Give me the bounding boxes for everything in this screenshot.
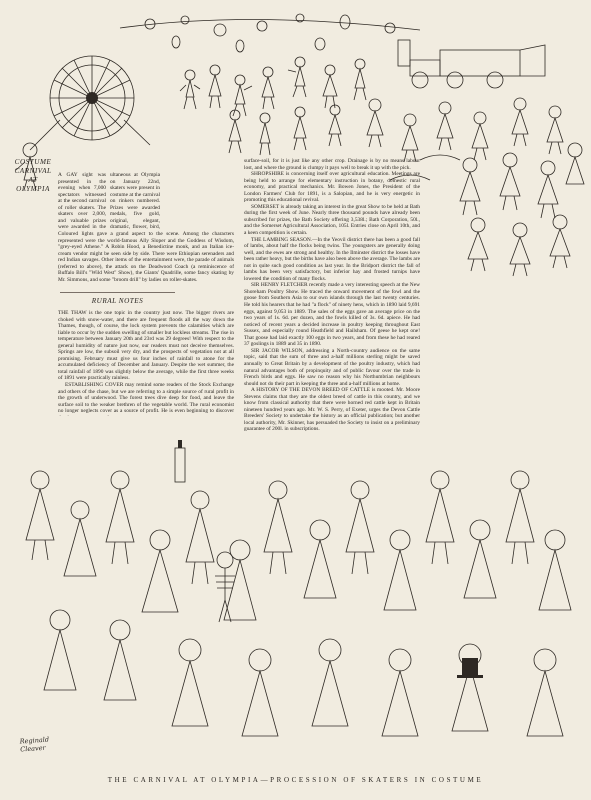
rural-notes-heading: RURAL NOTES: [91, 297, 144, 305]
costume-article-narrow-left: A GAY sight was presented in the evening when 7,000 spectators witnessed at the second carnival of roller skaters. The skaters over 2,000, and valuable prizes were awarded in the: [58, 172, 106, 230]
bottom-illustration: [0, 420, 591, 770]
costume-article-wide: Coloured lights gave a grand aspect to the scene. Among the characters represented were the world-famous Ally Sloper and the Goddess of Wisdom, "grey-eyed Athene." A Robin Hood, a Benedictine monk, and an Italian ice-cream vendor might be seen side by side. There were Ethiopian serenaders and red Indian savages. Other items of the entertainment were, the parade of animals (referred to above), the attack on the Deadwood Coach (a reminiscence of Buffalo Bill's "Wild West" Show), the Giants' Quadrille, some fancy skating by Mr. Simmons, and some "broom drill" by ladies on roller-skates.: [58, 231, 234, 283]
crowd-figures: [26, 471, 571, 736]
lanterns: [120, 14, 420, 52]
bottle-prop: [175, 440, 185, 482]
umbrella-wheel: [30, 56, 150, 150]
locomotive: [398, 40, 545, 88]
heading-rule: [60, 292, 175, 293]
right-column: surface-soil, for it is just like any other crop. Drainage is by no means labour lost, and where the ground is clumpy it pays well to break it up with the pick. SHROPSHIRE is concerning itself over agricultural education. Meetings are being held to arrange for elementary instruction in botany, domestic rural economy, and practical mechanics. Mr. Bowen Jones, the President of the London Farmers' Club for 1891, is a Salopian, and he is very energetic in promoting this educational revival. SOMERSET is already taking an interest in the great Show to be held at Bath during the first week of June. Nearly three thousand pounds have already been subscribed for prizes, the Bath Society offering 3,538l.; Bath Corporation, 50l., and the Somerset Agricultural Association, 105l. Entries close on April 10th, and a keen competition is certain. THE LAMBING SEASON.—In the Yeovil district there has been a good fall of lambs, about half the flocks being twins. The youngsters are generally doing well, and the ewes are strong and healthy. In the Ilminster district the losses have been rather heavy, but the births have also been above the average. The lambs are not in quite such good condition as last year. In the Bridport district the fall of lambs has been very satisfactory, but inferior hay and frosted turnips have lowered the condition of many flocks. SIR HENRY FLETCHER recently made a very interesting speech at the New Shoreham Poultry Show. He traced the onward movement of the fowl and the goose from Southern Asia to our own islands through the last twenty centuries. He told his hearers that he had "a flock" of ninety hens, which in 1890 laid 9,691 eggs, against 9,053 in 1889. The sales of the eggs gave an average price on the two years of 1s. 6d. per dozen, and the fowls killed of 3s. 6d. apiece. He had noticed of recent years a decided increase in poultry keeping throughout East Sussex, and especially round Heathfield and Hailsham. Of geese he kept one! That goose had laid exactly 100 eggs in two years, and from these he had reared 37 goslings in 1889 and 35 in 1890. SIR JACOB WILSON, addressing a North-country audience on the same topic, said that the sum of three and a-half millions sterling might be saved annually to Great Britain by a development of the poultry industry, which had natural advantages both of propinquity and of public favour over the trade in French birds and eggs. He saw no reason why his Northumbrian neighbours should not do their part in keeping the three and a-half millions at home. A HISTORY OF THE DEVON BREED OF CATTLE is mooted. Mr. Moore Stevens claims that they are the oldest breed of cattle in this country, and we know from classical authority that there were horned red cattle kept in Britain nineteen hundred years ago. Mr. W. S. Perry, of Exeter, urges the Devon Cattle Breeders' Society to undertake the history as an official publication; but another local authority, Mr. Skinner, has persuaded the Society to insist on a preliminary guarantee of 200l. in subscriptions.: [244, 158, 420, 433]
artist-signature: Reginald Cleaver: [19, 735, 50, 754]
costume-article-narrow-right: ultaneous at Olympia on January 22nd, skaters were present in costume at the carnival on rinkers numbered. Prizes were awarded medals, five gold, original, elegant, dramatic, flower, bird,: [110, 172, 160, 230]
rural-article-left: THE THAW is the one topic in the country just now. The bigger rivers are choked with snow-water, and there are frequent floods all the way down the Thames, though, of course, the lock system prevents the calamities which are liable to occur by the sudden swelling of smaller but lockless streams. The rise in temperature between January 20th and 23rd was 29 degrees! With respect to the general humidity of nature just now, our readers must not deceive themselves. Springs are low, the subsoil very dry, and the prospects of vegetation not at all promising. February must give us four inches of rainfall to atone for the accumulated deficiency of December and January. Despite the wet summer, the total rainfall of 1890 was slightly below the average, while the first three weeks of 1891 were practically rainless. ESTABLISHING COVER may remind some readers of the Stock Exchange and others of the chase, but we are referring to a simple source of rural profit in the growth of underwood. The forest trees dive deep for food, and leave the surface soil to the weaker brethren of the vegetable world. The rural economist no longer neglects cover as a source of profit. He is even beginning to discover: [58, 310, 234, 415]
page-caption: THE CARNIVAL AT OLYMPIA—PROCESSION OF SKATERS IN COSTUME: [107, 776, 484, 784]
skeleton-costume: [215, 552, 235, 622]
costume-carnival-heading: COSTUME CARNIVAL AT OLYMPIA: [14, 158, 52, 193]
